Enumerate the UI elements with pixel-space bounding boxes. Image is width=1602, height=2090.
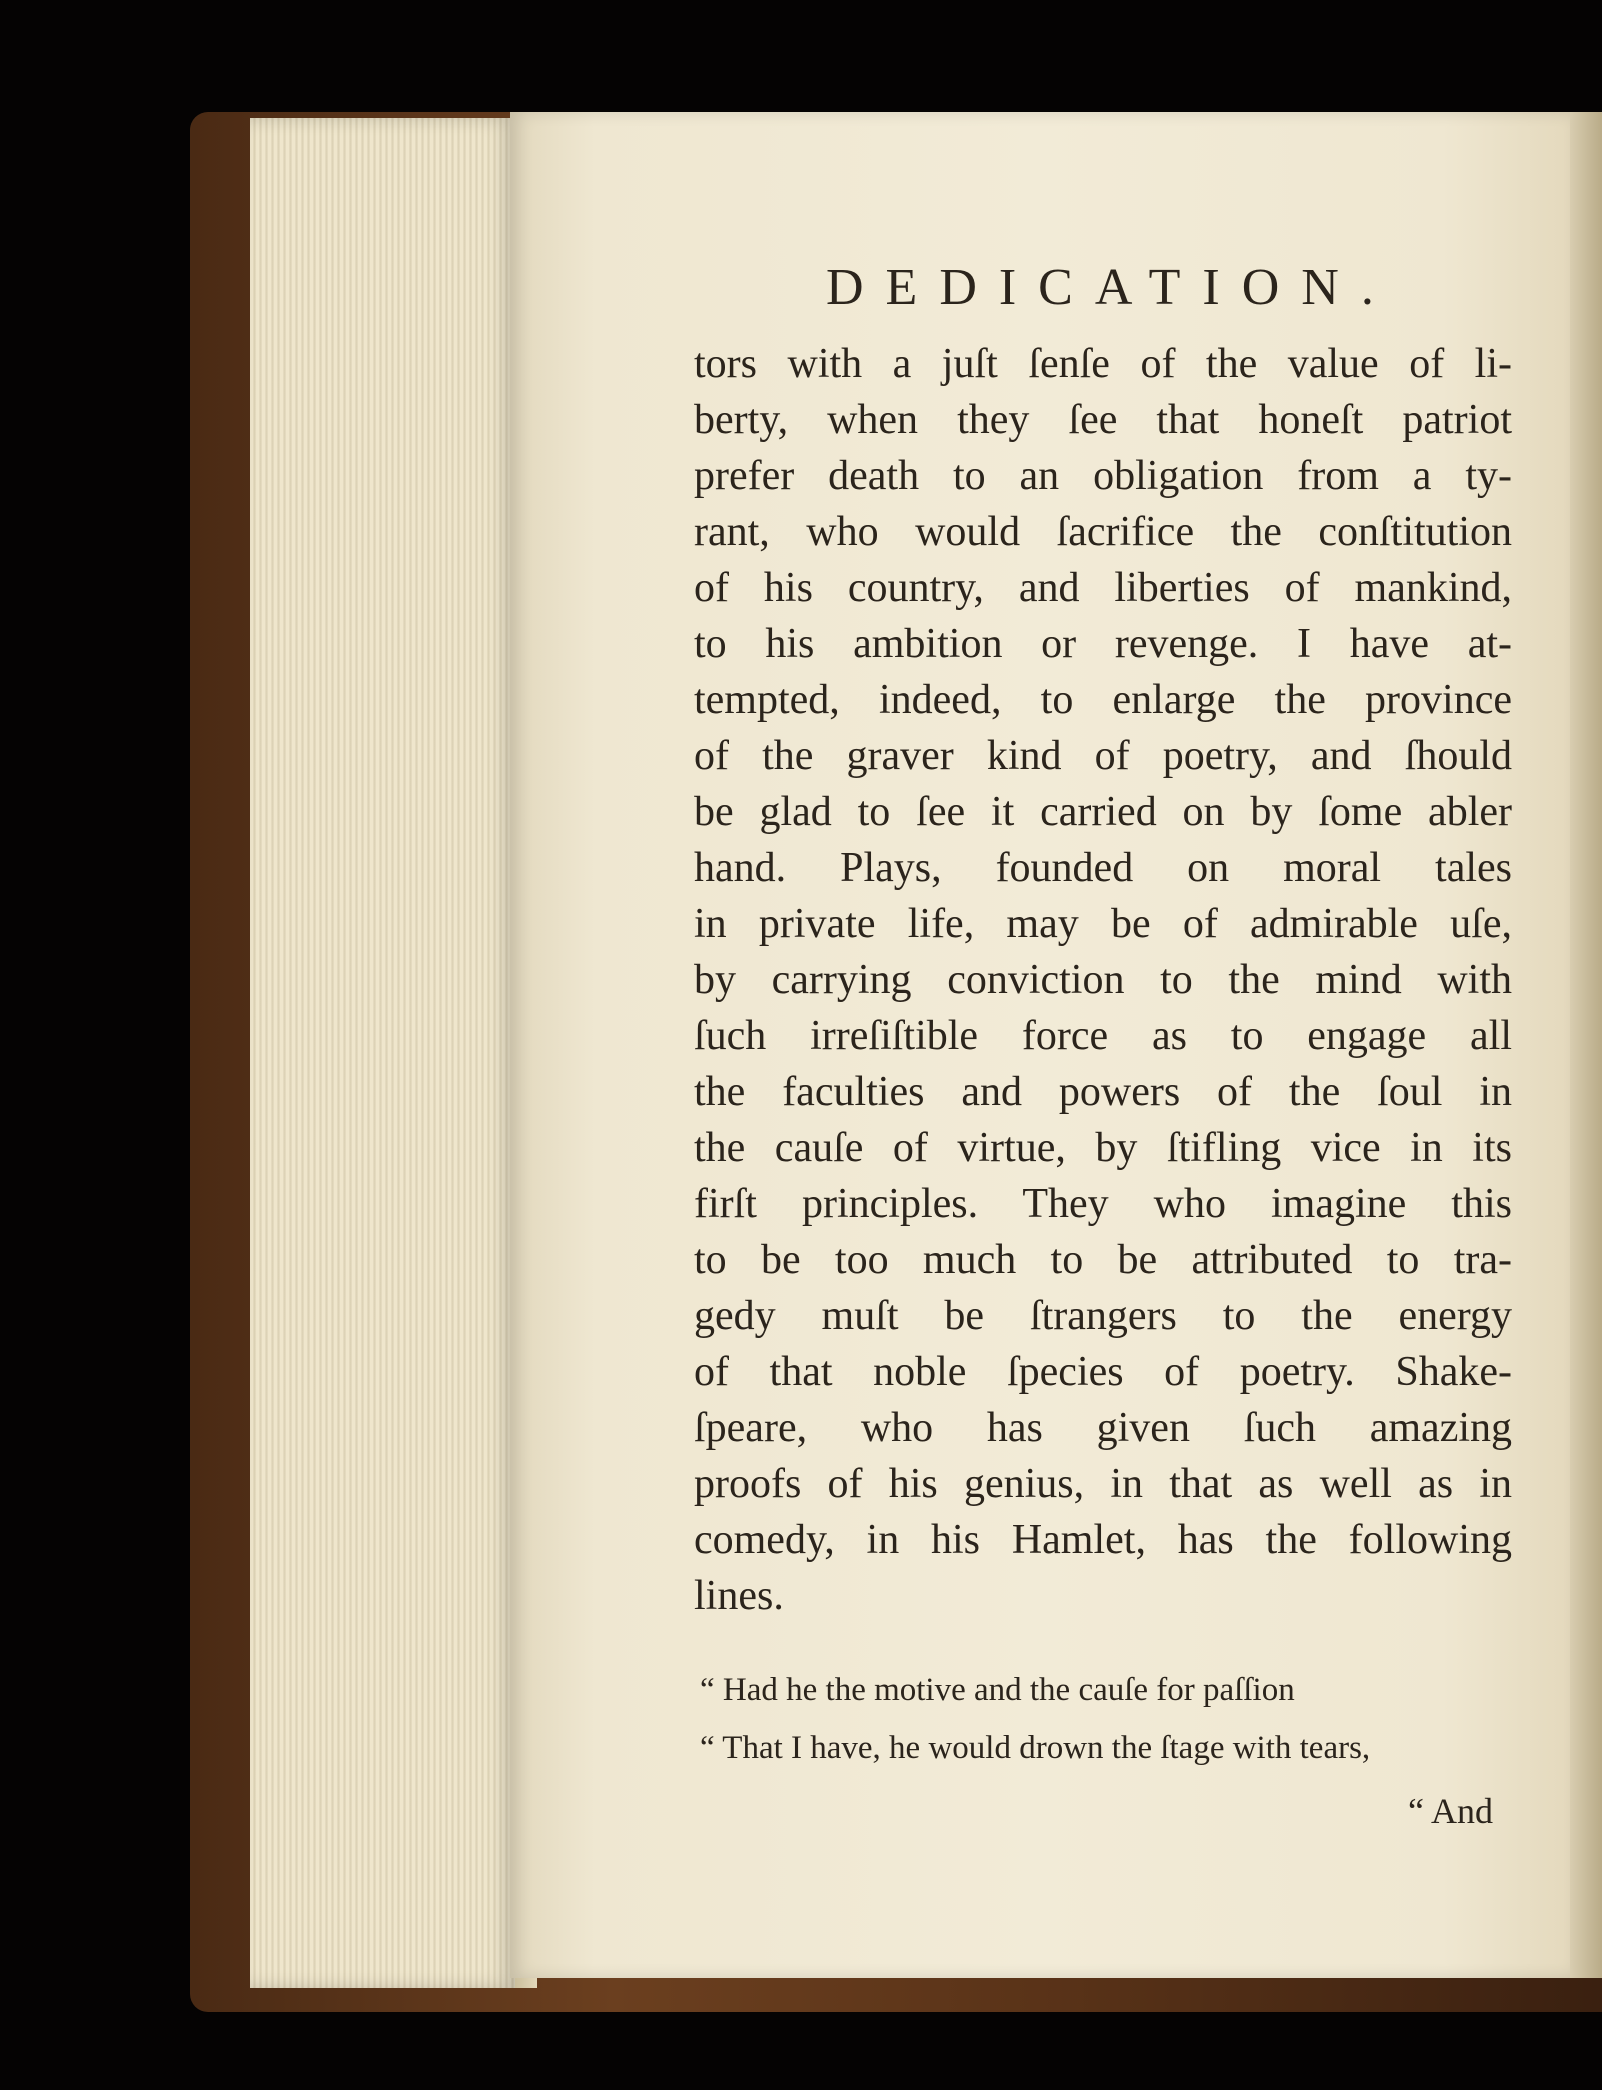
body-line: prefer death to an obligation from a ty-	[694, 453, 1512, 499]
verse-line: “ That I have, he would drown the ſtage with tears,	[700, 1730, 1371, 1766]
body-line: firſt principles. They who imagine this	[694, 1181, 1512, 1227]
body-line: be glad to ſee it carried on by ſome abler	[694, 789, 1512, 835]
body-line: to be too much to be attributed to tra-	[694, 1237, 1512, 1283]
body-line: tors with a juſt ſenſe of the value of li-	[694, 341, 1512, 387]
body-line: the cauſe of virtue, by ſtifling vice in its	[694, 1125, 1512, 1171]
verse-line: “ Had he the motive and the cauſe for paſſion	[700, 1672, 1295, 1708]
body-line: berty, when they ſee that honeſt patriot	[694, 397, 1512, 443]
running-header: DEDICATION.	[826, 259, 1396, 316]
body-line: gedy muſt be ſtrangers to the energy	[694, 1293, 1512, 1339]
body-line: of the graver kind of poetry, and ſhould	[694, 733, 1512, 779]
body-line: lines.	[694, 1573, 784, 1619]
body-line: the faculties and powers of the ſoul in	[694, 1069, 1512, 1115]
body-line: by carrying conviction to the mind with	[694, 957, 1512, 1003]
body-line: to his ambition or revenge. I have at-	[694, 621, 1512, 667]
body-line: ſuch irreſiſtible force as to engage all	[694, 1013, 1512, 1059]
body-line: ſpeare, who has given ſuch amazing	[694, 1405, 1512, 1451]
body-line: tempted, indeed, to enlarge the province	[694, 677, 1512, 723]
body-line: rant, who would ſacrifice the conſtitution	[694, 509, 1512, 555]
body-line: proofs of his genius, in that as well as in	[694, 1461, 1512, 1507]
catchword: “ And	[1408, 1791, 1493, 1831]
body-line: hand. Plays, founded on moral tales	[694, 845, 1512, 891]
body-line: of his country, and liberties of mankind,	[694, 565, 1512, 611]
body-line: in private life, may be of admirable uſe,	[694, 901, 1512, 947]
body-line: comedy, in his Hamlet, has the following	[694, 1517, 1512, 1563]
body-line: of that noble ſpecies of poetry. Shake-	[694, 1349, 1512, 1395]
